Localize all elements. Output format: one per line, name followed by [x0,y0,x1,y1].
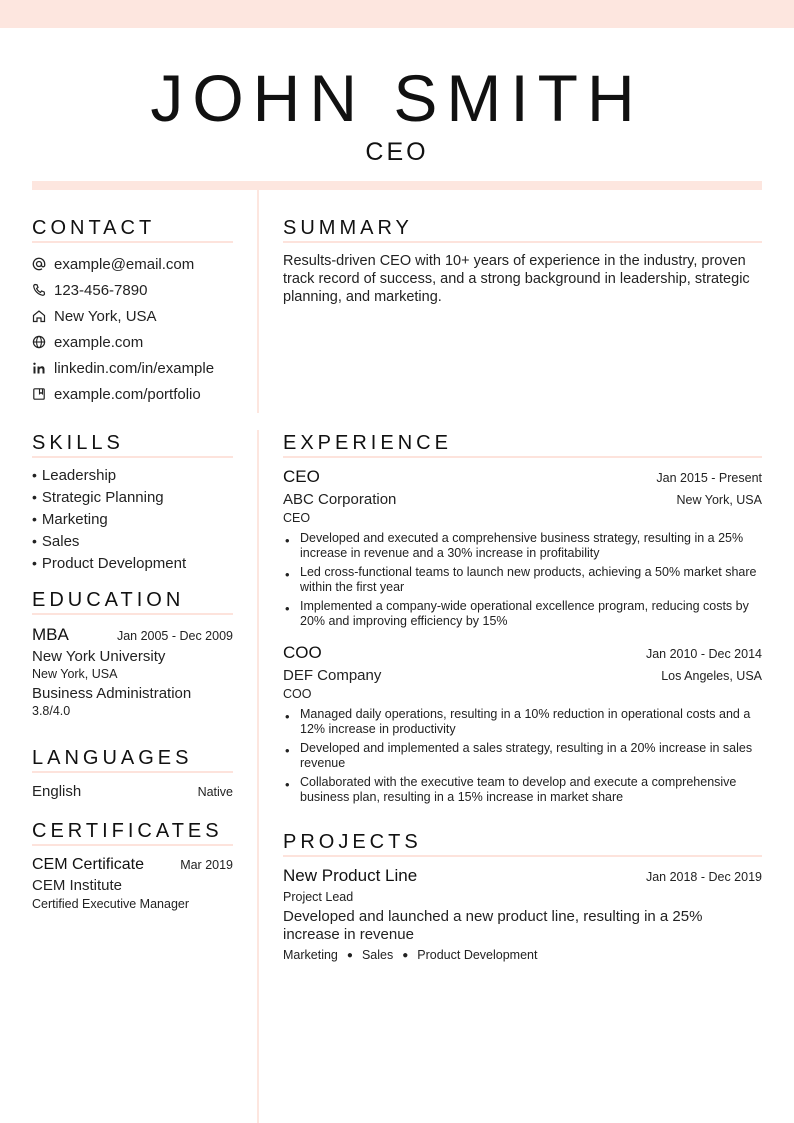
contact-email[interactable] [32,251,233,277]
contact-linkedin[interactable] [32,355,233,381]
job-bullet: • Collaborated with the executive team to develop and execute a comprehensive business plan, resulting in a 15% increase in market share [283,775,762,805]
education-gpa: 3.8/4.0 [32,704,71,718]
contact-phone[interactable] [32,277,233,303]
top-accent-band [0,0,794,28]
candidate-name: JOHN SMITH [150,61,644,135]
job-location: New York, USA [676,493,762,507]
project-tag: Product Development [417,948,538,962]
phone-icon [32,283,46,297]
job-location: Los Angeles, USA [661,669,762,683]
candidate-title: CEO [365,138,429,166]
at-icon [32,257,46,271]
projects-heading: PROJECTS [283,830,762,857]
project-name: New Product Line [283,866,418,885]
job-dates: Jan 2015 - Present [656,471,762,485]
skill-item: • Sales [32,530,233,552]
certificate-issuer: CEM Institute [32,877,123,894]
language-level: Native [197,785,233,799]
portfolio-icon [32,387,46,401]
contact-phone-text: 123-456-7890 [54,281,148,299]
contact-website[interactable] [32,329,233,355]
education-section [32,588,233,718]
job-role: COO [283,687,312,701]
job-bullet: • Implemented a company-wide operational excellence program, reducing costs by 20% and improving efficiency by 15% [283,599,762,629]
contact-location-text: New York, USA [54,307,157,325]
job-bullet: • Developed and executed a comprehensive business strategy, resulting in a 25% increase in revenue and a 30% increase in profitability [283,531,762,561]
tag-separator: ● [402,949,409,961]
skills-section [32,431,233,574]
contact-portfolio-text: example.com/portfolio [54,385,201,403]
certificate-description: Certified Executive Manager [32,897,190,911]
header-divider [32,181,762,190]
language-row [32,783,233,800]
education-dates: Jan 2005 - Dec 2009 [116,629,233,643]
contact-section [32,216,233,407]
summary-text: Results-driven CEO with 10+ years of experience in the industry, proven track record of success, and a strong background in leadership, strategic planning, and marketing. [283,253,750,305]
job-bullet: • Managed daily operations, resulting in a 10% reduction in operational costs and a 12% increase in productivity [283,707,762,737]
job-company: ABC Corporation [283,491,397,508]
job-title: CEO [283,467,320,486]
summary-section [283,216,762,306]
skill-item: • Strategic Planning [32,486,233,508]
project-tags [283,948,762,962]
skill-item: • Product Development [32,552,233,574]
column-divider-top [257,190,259,413]
education-location: New York, USA [32,667,118,681]
project-tag: Sales [361,948,394,962]
tag-separator: ● [346,949,353,961]
education-degree: MBA [32,625,69,644]
education-field: Business Administration [32,685,192,702]
job-bullet: • Led cross-functional teams to launch new products, achieving a 50% market share within the first year [283,565,762,595]
job-entry [283,643,762,805]
job-title: COO [283,643,322,662]
certificates-section [32,819,233,911]
certificate-name: CEM Certificate [32,856,145,873]
language-name: English [32,783,82,800]
contact-website-text: example.com [54,333,144,351]
contact-heading: CONTACT [32,216,233,243]
languages-section [32,746,233,800]
skill-item: • Marketing [32,508,233,530]
job-bullet: • Developed and implemented a sales strategy, resulting in a 20% increase in sales revenue [283,741,762,771]
job-role: CEO [283,511,311,525]
contact-linkedin-text: linkedin.com/in/example [54,359,215,377]
project-tag: Marketing [283,948,338,962]
summary-heading: SUMMARY [283,216,762,243]
skills-heading: SKILLS [32,431,233,458]
certificates-heading: CERTIFICATES [32,819,233,846]
globe-icon [32,335,46,349]
project-description: Developed and launched a new product line, resulting in a 25% increase in revenue [283,908,703,943]
languages-heading: LANGUAGES [32,746,233,773]
project-dates: Jan 2018 - Dec 2019 [645,870,762,884]
job-entry [283,467,762,629]
projects-section [283,830,762,962]
contact-email-text: example@email.com [54,255,195,273]
home-icon [32,309,46,323]
experience-section [283,431,762,809]
project-role: Project Lead [283,890,354,904]
contact-location [32,303,233,329]
job-dates: Jan 2010 - Dec 2014 [645,647,762,661]
linkedin-icon [32,361,46,375]
column-divider-bottom [257,430,259,1123]
certificate-date: Mar 2019 [180,858,233,872]
contact-portfolio[interactable] [32,381,233,407]
education-school: New York University [32,648,166,665]
skill-item: • Leadership [32,464,233,486]
experience-heading: EXPERIENCE [283,431,762,458]
job-company: DEF Company [283,667,382,684]
education-heading: EDUCATION [32,588,233,615]
